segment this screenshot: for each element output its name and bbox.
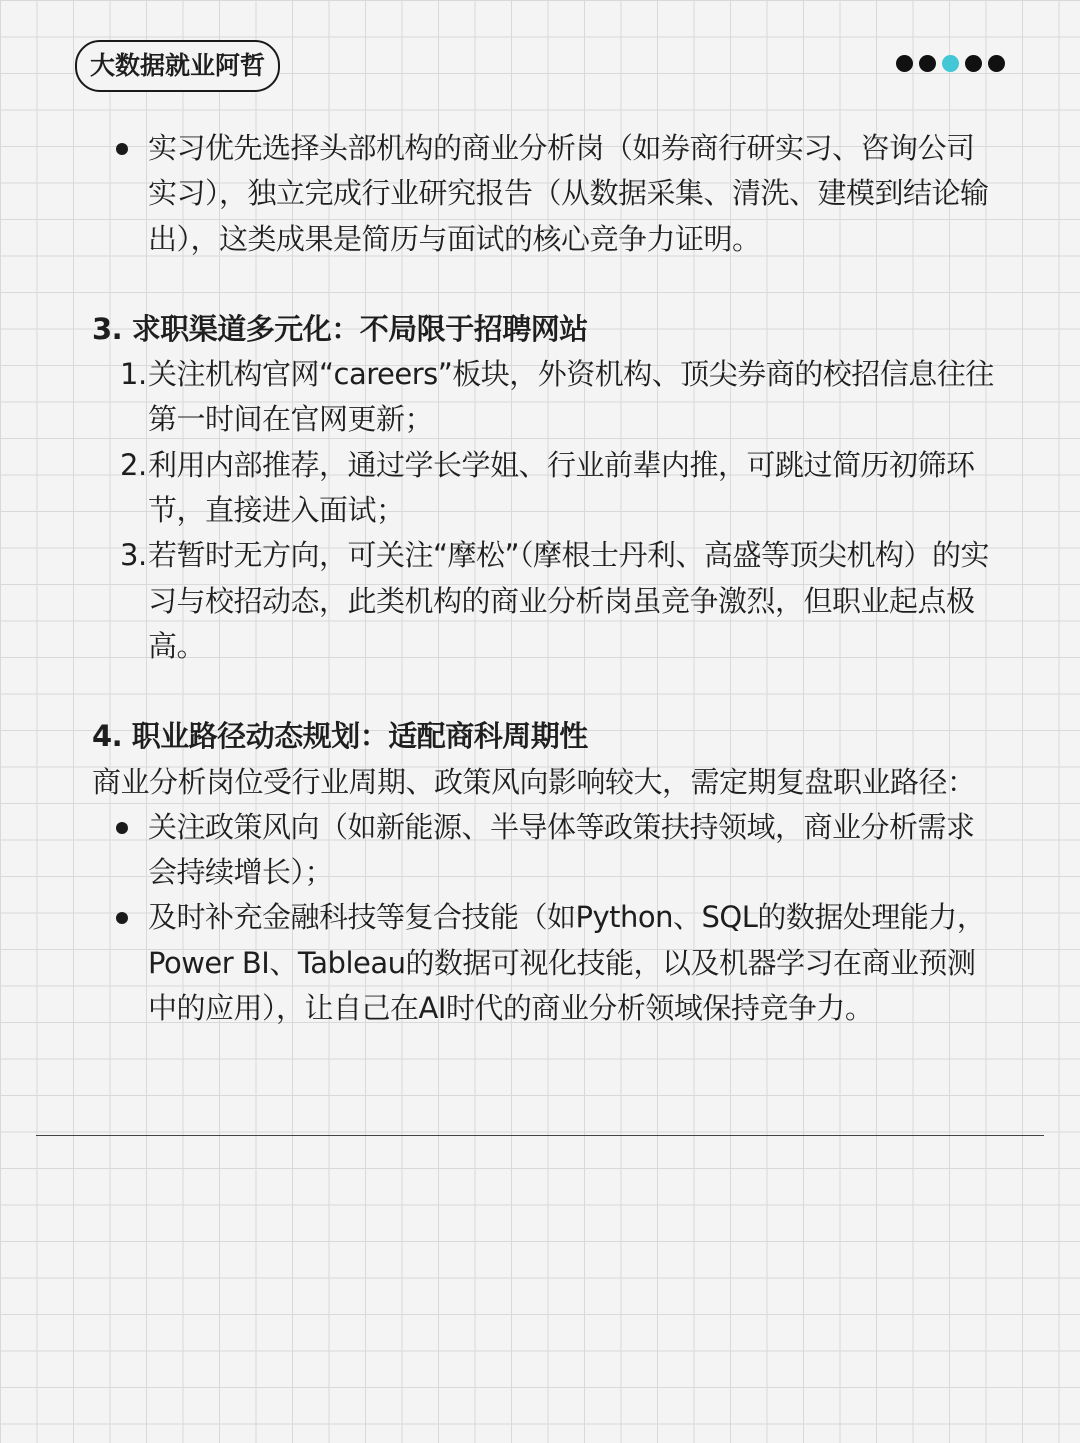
list-item-text: 关注机构官网“careers”板块，外资机构、顶尖券商的校招信息往往第一时间在官网更新； — [148, 357, 994, 437]
author-badge: 大数据就业阿哲 — [75, 40, 280, 92]
list-item — [92, 533, 1002, 669]
bullet-text: 关注政策风向（如新能源、半导体等政策扶持领域，商业分析需求会持续增长）； — [148, 809, 975, 890]
list-number: 1. — [120, 357, 147, 392]
bullet-icon — [116, 912, 128, 924]
list-number: 3. — [120, 538, 147, 573]
divider — [36, 1135, 1044, 1136]
section-4-intro: 商业分析岗位受行业周期、政策风向影响较大，需定期复盘职业路径： — [92, 764, 976, 799]
article-body — [92, 126, 1002, 1031]
bullet-text: 实习优先选择头部机构的商业分析岗（如券商行研实习、咨询公司实习），独立完成行业研究报告（从数据采集、清洗、建模到结论输出），这类成果是简历与面试的核心竞争力证明。 — [148, 131, 989, 256]
list-item — [92, 126, 1002, 262]
list-item — [92, 443, 1002, 534]
list-number: 2. — [120, 447, 147, 482]
page-dot-5 — [988, 55, 1005, 72]
page-dot-2 — [919, 55, 936, 72]
page-dot-3-active — [942, 55, 959, 72]
bullet-text: 及时补充金融科技等复合技能（如Python、SQL的数据处理能力，Power BI、Tableau的数据可视化技能，以及机器学习在商业预测中的应用），让自己在AI时代的商业分析领域保持竞争力。 — [148, 900, 986, 1026]
list-item-text: 利用内部推荐，通过学长学姐、行业前辈内推，可跳过简历初筛环节，直接进入面试； — [148, 447, 975, 528]
bullet-icon — [116, 143, 128, 155]
list-item — [92, 352, 1002, 443]
page-dot-4 — [965, 55, 982, 72]
page-indicator — [896, 55, 1005, 72]
bullet-icon — [116, 822, 128, 834]
section-4-title: 4. 职业路径动态规划：适配商科周期性 — [92, 719, 588, 754]
list-item-text: 若暂时无方向，可关注“摩松”（摩根士丹利、高盛等顶尖机构）的实习与校招动态，此类机构的商业分析岗虽竞争激烈，但职业起点极高。 — [148, 538, 990, 663]
list-item — [92, 895, 1002, 1031]
page-dot-1 — [896, 55, 913, 72]
section-3-title: 3. 求职渠道多元化：不局限于招聘网站 — [92, 311, 588, 346]
list-item — [92, 805, 1002, 896]
